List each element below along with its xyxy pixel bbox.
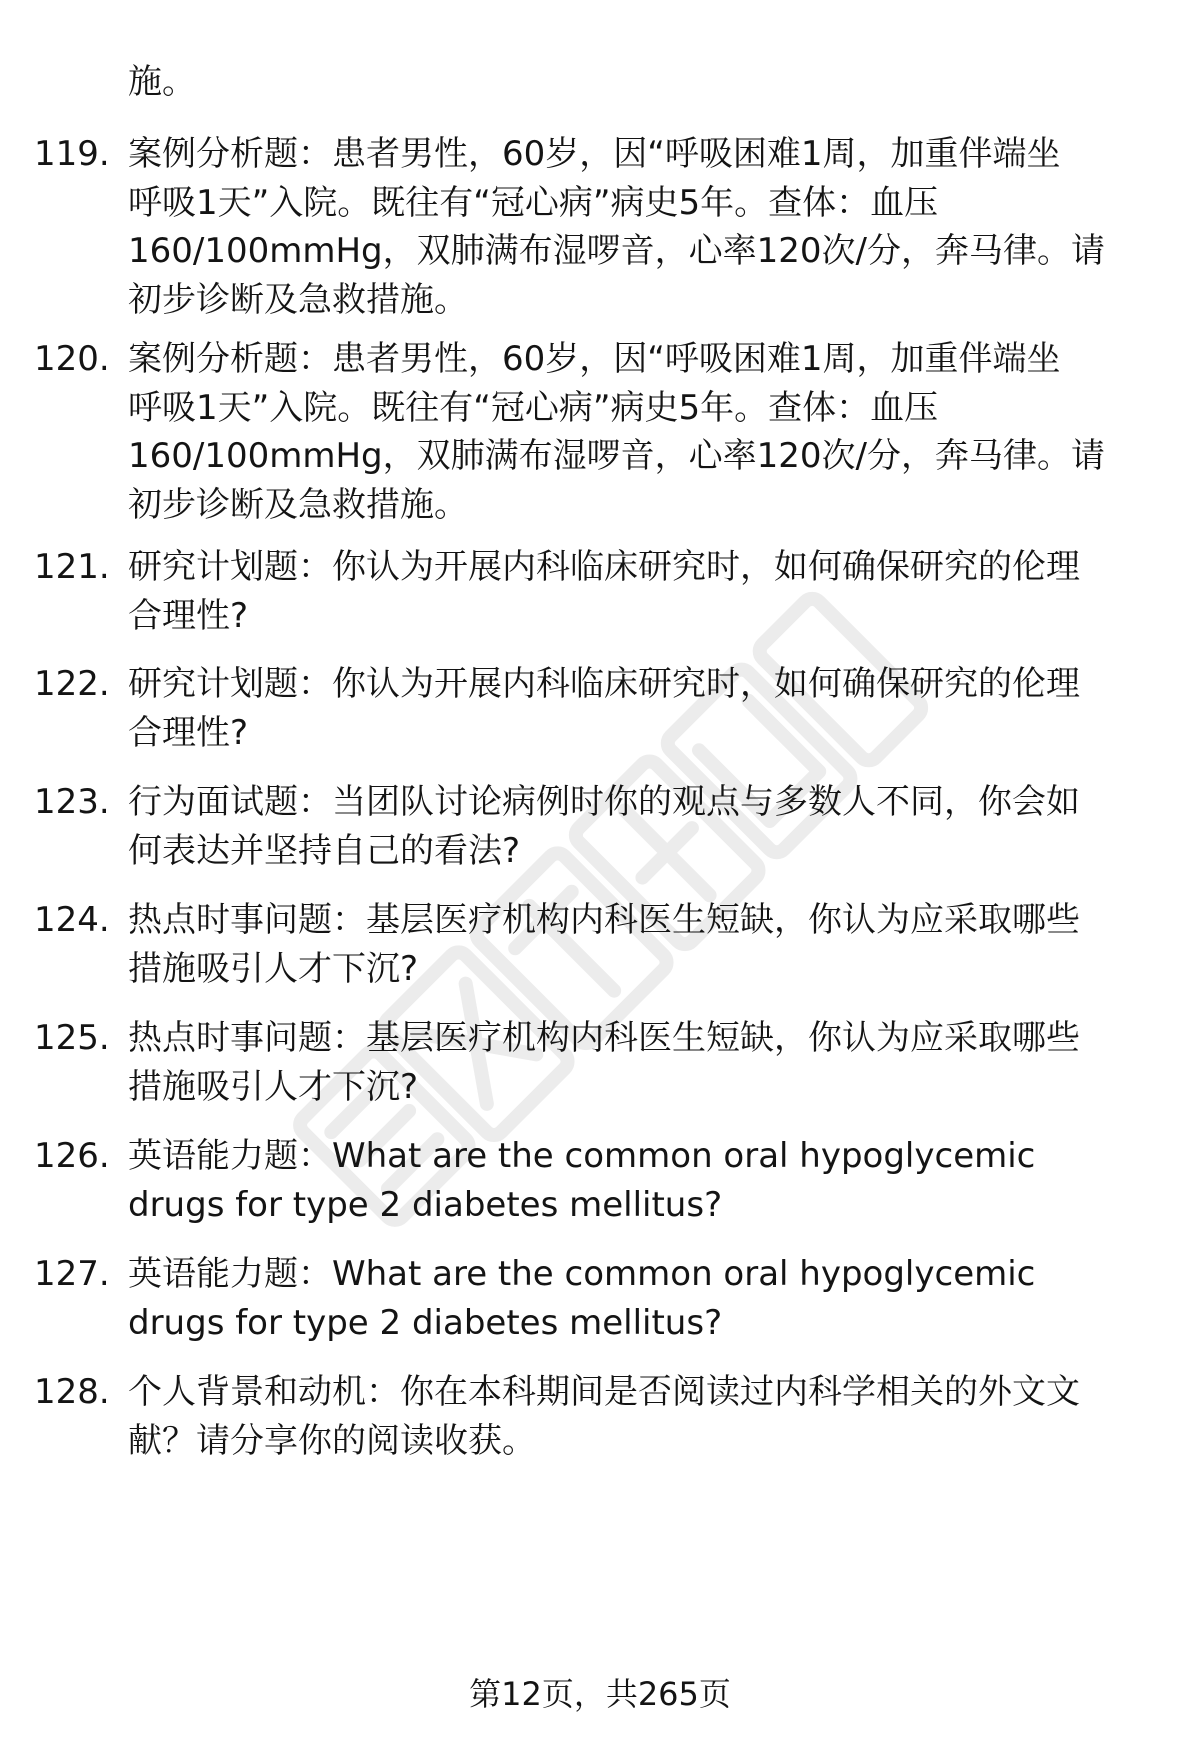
- question-line: 初步诊断及急救措施。: [128, 279, 468, 320]
- question-text: [128, 1368, 1158, 1465]
- question-line: 案例分析题：患者男性，60岁，因“呼吸困难1周，加重伴端坐: [128, 134, 1061, 174]
- question-line: 热点时事问题：基层医疗机构内科医生短缺，你认为应采取哪些: [128, 900, 1080, 940]
- question-item: [34, 130, 1164, 324]
- question-item: [34, 896, 1164, 993]
- question-number: 126.: [34, 1136, 110, 1176]
- question-item: [34, 660, 1164, 757]
- question-line: 研究计划题：你认为开展内科临床研究时，如何确保研究的伦理: [128, 664, 1080, 704]
- question-line: 措施吸引人才下沉?: [128, 1066, 419, 1107]
- question-number: 128.: [34, 1372, 110, 1412]
- question-text: [128, 660, 1158, 757]
- question-number: 127.: [34, 1254, 110, 1294]
- question-text: [128, 1250, 1158, 1347]
- question-number: 119.: [34, 134, 110, 174]
- question-line: drugs for type 2 diabetes mellitus?: [128, 1302, 723, 1343]
- question-line: 行为面试题：当团队讨论病例时你的观点与多数人不同，你会如: [128, 782, 1080, 822]
- question-line: 英语能力题：What are the common oral hypoglycemic: [128, 1136, 1036, 1176]
- question-line: 措施吸引人才下沉?: [128, 948, 419, 989]
- question-line: 初步诊断及急救措施。: [128, 484, 468, 525]
- question-number: 123.: [34, 782, 110, 822]
- question-line: 英语能力题：What are the common oral hypoglycemic: [128, 1254, 1036, 1294]
- question-text: [128, 543, 1158, 640]
- question-number: 122.: [34, 664, 110, 704]
- question-line: 呼吸1天”入院。既往有“冠心病”病史5年。查体：血压: [128, 387, 939, 428]
- question-item: [34, 335, 1164, 529]
- question-number: 124.: [34, 900, 110, 940]
- question-text: [128, 1132, 1158, 1229]
- question-line: 合理性?: [128, 712, 249, 753]
- question-line: drugs for type 2 diabetes mellitus?: [128, 1184, 723, 1225]
- question-line: 160/100mmHg，双肺满布湿啰音，心率120次/分，奔马律。请: [128, 436, 1105, 476]
- question-number: 121.: [34, 547, 110, 587]
- question-item: [34, 1132, 1164, 1229]
- question-text: [128, 130, 1158, 324]
- question-line: 呼吸1天”入院。既往有“冠心病”病史5年。查体：血压: [128, 182, 939, 223]
- question-item: [34, 1368, 1164, 1465]
- question-line: 何表达并坚持自己的看法?: [128, 830, 521, 871]
- question-line: 热点时事问题：基层医疗机构内科医生短缺，你认为应采取哪些: [128, 1018, 1080, 1058]
- question-line: 研究计划题：你认为开展内科临床研究时，如何确保研究的伦理: [128, 547, 1080, 587]
- carry-over-text: 施。: [128, 62, 196, 102]
- question-line: 献？请分享你的阅读收获。: [128, 1420, 536, 1461]
- question-item: [34, 543, 1164, 640]
- question-item: [34, 1014, 1164, 1111]
- question-line: 个人背景和动机：你在本科期间是否阅读过内科学相关的外文文: [128, 1372, 1080, 1412]
- page-footer: 第12页，共265页: [469, 1675, 731, 1713]
- question-text: [128, 1014, 1158, 1111]
- question-number: 125.: [34, 1018, 110, 1058]
- question-text: [128, 335, 1158, 529]
- question-line: 160/100mmHg，双肺满布湿啰音，心率120次/分，奔马律。请: [128, 231, 1105, 271]
- question-line: 合理性?: [128, 595, 249, 636]
- question-number: 120.: [34, 339, 110, 379]
- question-text: [128, 896, 1158, 993]
- question-line: 案例分析题：患者男性，60岁，因“呼吸困难1周，加重伴端坐: [128, 339, 1061, 379]
- question-item: [34, 778, 1164, 875]
- question-text: [128, 778, 1158, 875]
- question-item: [34, 1250, 1164, 1347]
